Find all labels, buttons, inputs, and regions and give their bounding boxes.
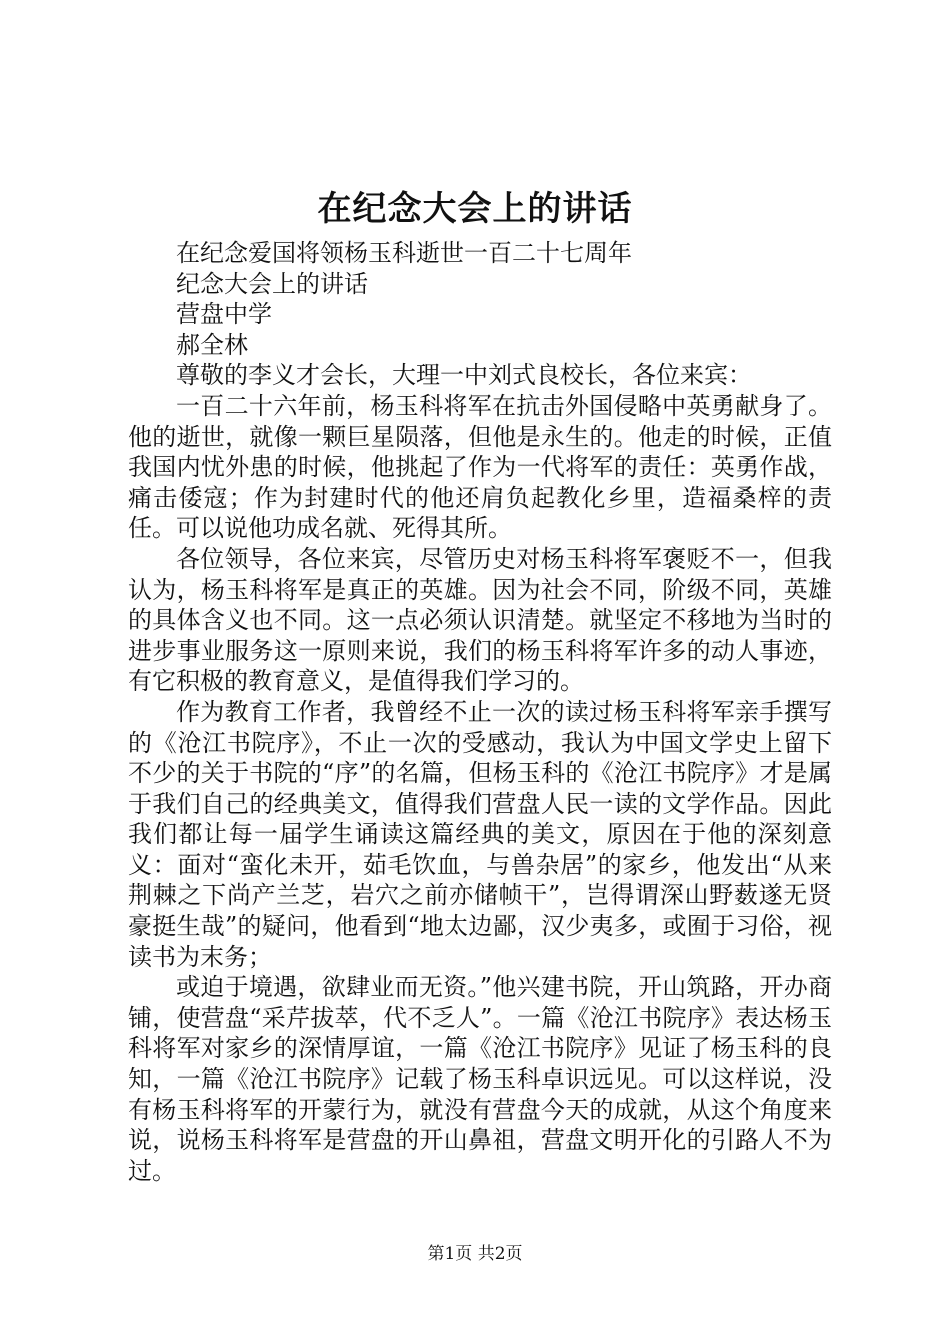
- author-name: 郝全林: [176, 330, 248, 359]
- body-paragraph: 作为教育工作者，我曾经不止一次的读过杨玉科将军亲手撰写的《沧江书院序》，不止一次的受感动，我认为中国文学史上留下不少的关于书院的“序”的名篇，但杨玉科的《沧江书院序》才是属于我们自己的经典美文，值得我们营盘人民一读的文学作品。因此我们都让每一届学生诵读这篇经典的美文，原因在于他的深刻意义：面对“蛮化未开，茹毛饮血，与兽杂居”的家乡，他发出“从来荆棘之下尚产兰芝，岩穴之前亦储帧干”，岂得谓深山野薮遂无贤豪挺生哉”的疑问，他看到“地太边鄙，汉少夷多，或囿于习俗，视读书为末务；: [128, 697, 832, 971]
- author-school: 营盘中学: [176, 300, 272, 329]
- subtitle-line-1: 在纪念爱国将领杨玉科逝世一百二十七周年: [176, 239, 632, 267]
- subtitle-line-2: 纪念大会上的讲话: [176, 269, 368, 298]
- body-paragraph: 各位领导，各位来宾，尽管历史对杨玉科将军褒贬不一，但我认为，杨玉科将军是真正的英雄。因为社会不同，阶级不同，英雄的具体含义也不同。这一点必须认识清楚。就坚定不移地为当时的进步事业服务这一原则来说，我们的杨玉科将军许多的动人事迹，有它积极的教育意义，是值得我们学习的。: [128, 544, 832, 696]
- body-paragraph: 一百二十六年前，杨玉科将军在抗击外国侵略中英勇献身了。他的逝世，就像一颗巨星陨落，但他是永生的。他走的时候，正值我国内忧外患的时候，他挑起了作为一代将军的责任：英勇作战，痛击倭寇；作为封建时代的他还肩负起教化乡里，造福桑梓的责任。可以说他功成名就、死得其所。: [128, 391, 832, 543]
- document-title: 在纪念大会上的讲话: [317, 189, 633, 229]
- document-body: [128, 238, 832, 1186]
- body-paragraph: 或迫于境遇，欲肆业而无资。”他兴建书院，开山筑路，开办商铺，使营盘“采芹拔萃，代不乏人”。一篇《沧江书院序》表达杨玉科将军对家乡的深情厚谊，一篇《沧江书院序》见证了杨玉科的良知，一篇《沧江书院序》记载了杨玉科卓识远见。可以这样说，没有杨玉科将军的开蒙行为，就没有营盘今天的成就，从这个角度来说，说杨玉科将军是营盘的开山鼻祖，营盘文明开化的引路人不为过。: [128, 973, 832, 1185]
- page-number-footer: 第1页 共2页: [427, 1244, 523, 1264]
- salutation: 尊敬的李义才会长，大理一中刘式良校长，各位来宾：: [176, 361, 752, 390]
